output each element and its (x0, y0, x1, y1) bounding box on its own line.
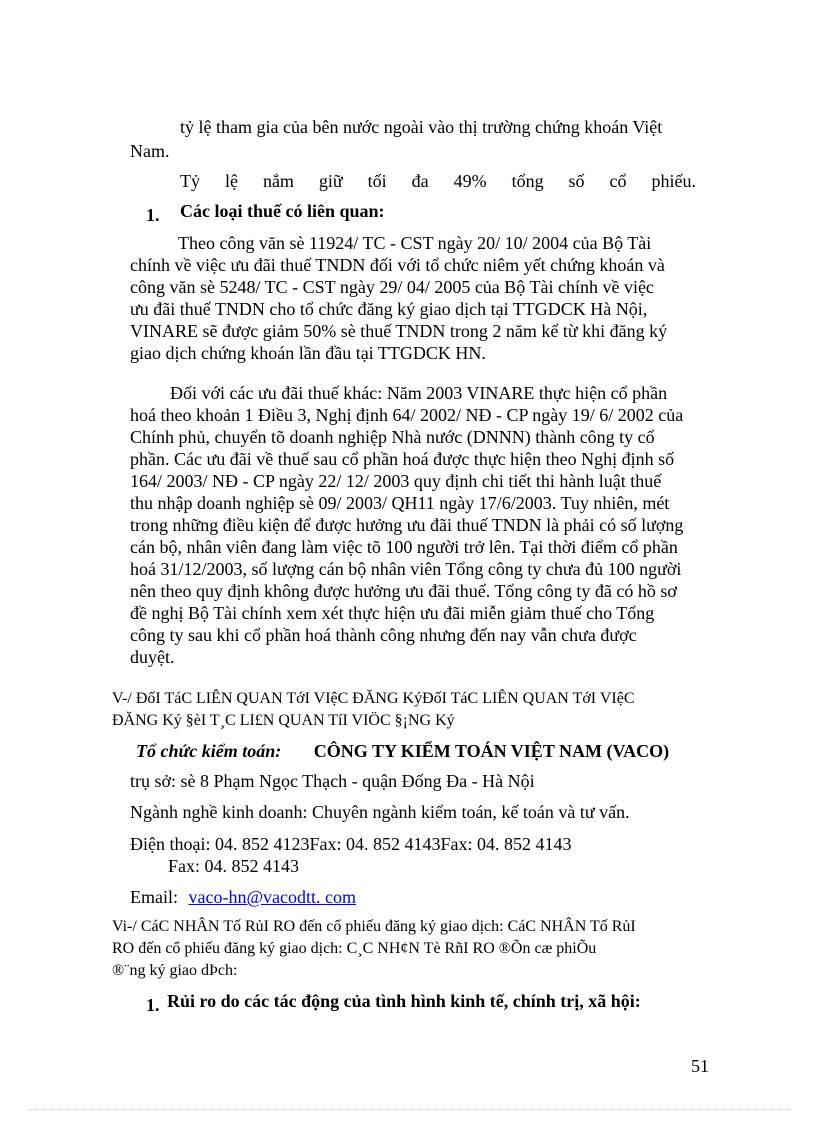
auditor-email-row (130, 886, 696, 908)
text-line: phần. Các ưu đãi về thuế sau cổ phần hoá được thực hiện theo Nghị định số (130, 449, 675, 469)
text-line: thu nhập doanh nghiệp sè 09/ 2003/ QH11 ngày 17/6/2003. Tuy nhiên, mét (130, 493, 670, 513)
text-line: Điện thoại: 04. 852 4123Fax: 04. 852 4143Fax: 04. 852 4143 (130, 834, 572, 854)
text-line: đề nghị Bộ Tài chính xem xét thực hiện ưu đãi miễn giảm thuế cho Tổng (130, 603, 655, 623)
heading-text: Các loại thuế có liên quan: (180, 201, 385, 221)
section-vi-heading (112, 916, 702, 982)
text-line: Đối với các ưu đãi thuế khác: Năm 2003 VINARE thực hiện cổ phần (170, 383, 668, 403)
word: 49% (453, 171, 487, 191)
auditor-name: CÔNG TY KIỂM TOÁN VIỆT NAM (VACO) (313, 741, 670, 761)
page-number: 51 (691, 1056, 709, 1076)
word: nắm (262, 171, 294, 191)
word: phiếu. (651, 171, 696, 191)
word: tổng (511, 171, 544, 191)
text-line: VINARE sẽ được giảm 50% sè thuế TNDN trong 2 năm kể từ khi đăng ký (130, 321, 668, 341)
text-line: nên theo quy định không được hưởng ưu đãi thuế. Tổng công ty đã có hồ sơ (130, 581, 677, 601)
email-label: Email: (130, 887, 178, 907)
word: Tỷ (180, 171, 200, 191)
text-line: ưu đãi thuế TNDN cho tổ chức đăng ký giao dịch tại TTGDCK Hà Nội, (130, 299, 648, 319)
heading-text: RO đến cổ phiếu đăng ký giao dịch: C¸C NH¢N Tè RñI RO ®Õn cæ phiÕu (112, 940, 597, 957)
text-line: Chính phủ, chuyển tõ doanh nghiệp Nhà nước (DNNN) thành công ty cổ (130, 427, 655, 447)
word: tối (367, 171, 387, 191)
top-paragraph-line1 (180, 116, 696, 138)
auditor-address (130, 770, 696, 792)
section-heading-tax (180, 200, 746, 222)
email-link[interactable]: vaco-hn@vacodtt. com (188, 887, 357, 907)
word: số (568, 171, 585, 191)
heading-text: ®¨ng ký giao dÞch: (112, 962, 238, 979)
word: cổ (609, 171, 627, 191)
text-line: giao dịch chứng khoán lần đầu tại TTGDCK HN. (130, 343, 486, 363)
text-line: hoá 31/12/2003, số lượng cán bộ nhân viên Tổng công ty chưa đủ 100 người (130, 559, 682, 579)
text-line: trụ sở: sè 8 Phạm Ngọc Thạch - quận Đống Đa - Hà Nội (130, 771, 535, 791)
text-line: công văn sè 5248/ TC - CST ngày 29/ 04/ 2005 của Bộ Tài chính về việc (130, 277, 654, 297)
text-line: 164/ 2003/ NĐ - CP ngày 22/ 12/ 2003 quy định chi tiết thi hành luật thuế (130, 471, 662, 491)
ratio-line (180, 170, 696, 192)
word: lệ (224, 171, 238, 191)
text-line: hoá theo khoản 1 Điều 3, Nghị định 64/ 2002/ NĐ - CP ngày 19/ 6/ 2002 của (130, 405, 684, 425)
text-line: Theo công văn sè 11924/ TC - CST ngày 20/ 10/ 2004 của Bộ Tài (178, 233, 652, 253)
tax-paragraph-1 (130, 232, 696, 364)
word: giữ (318, 171, 343, 191)
auditor-label: Tổ chức kiểm toán: (136, 741, 282, 761)
heading-text: ĐĂNG Ký §èI T¸C LI£N QUAN TíI VIÖC §¡NG Ký (112, 712, 455, 729)
text-line: tỷ lệ tham gia của bên nước ngoài vào thị trường chứng khoán Việt (180, 117, 663, 137)
auditor-phone (130, 833, 696, 877)
text-line: cán bộ, nhân viên đang làm việc tõ 100 người trở lên. Tại thời điểm cổ phần (130, 537, 678, 557)
text-line: Nam. (130, 141, 170, 161)
section-heading-risk (167, 990, 707, 1012)
text-line: Fax: 04. 852 4143 (168, 856, 300, 876)
section-v-heading (112, 688, 702, 732)
section-number: 1. (146, 205, 160, 225)
top-paragraph-line2 (130, 140, 696, 162)
text-line: chính về việc ưu đãi thuế TNDN đối với tổ chức niêm yết chứng khoán và (130, 255, 665, 275)
text-line: duyệt. (130, 647, 175, 667)
tax-paragraph-2 (130, 382, 696, 668)
text-line: công ty sau khi cổ phần hoá thành công nhưng đến nay vẫn chưa được (130, 625, 637, 645)
auditor-row (136, 740, 706, 762)
heading-text: V-/ ĐốI TáC LIÊN QUAN TớI VIệC ĐĂNG KýĐốI TáC LIÊN QUAN TớI VIệC (112, 690, 635, 707)
section-number: 1. (146, 995, 160, 1015)
text-line: trong những điều kiện để được hưởng ưu đãi thuế TNDN là phải có số lượng (130, 515, 684, 535)
word: đa (411, 171, 429, 191)
text-line: Ngành nghề kinh doanh: Chuyên ngành kiểm toán, kế toán và tư vấn. (130, 802, 630, 822)
auditor-business (130, 801, 696, 823)
heading-text: Rủi ro do các tác động của tình hình kinh tế, chính trị, xã hội: (167, 991, 641, 1011)
heading-text: Vi-/ CáC NHÂN Tố RủI RO đến cổ phiếu đăng ký giao dịch: CáC NHÂN Tố RủI (112, 918, 636, 935)
footer-divider (28, 1109, 792, 1110)
